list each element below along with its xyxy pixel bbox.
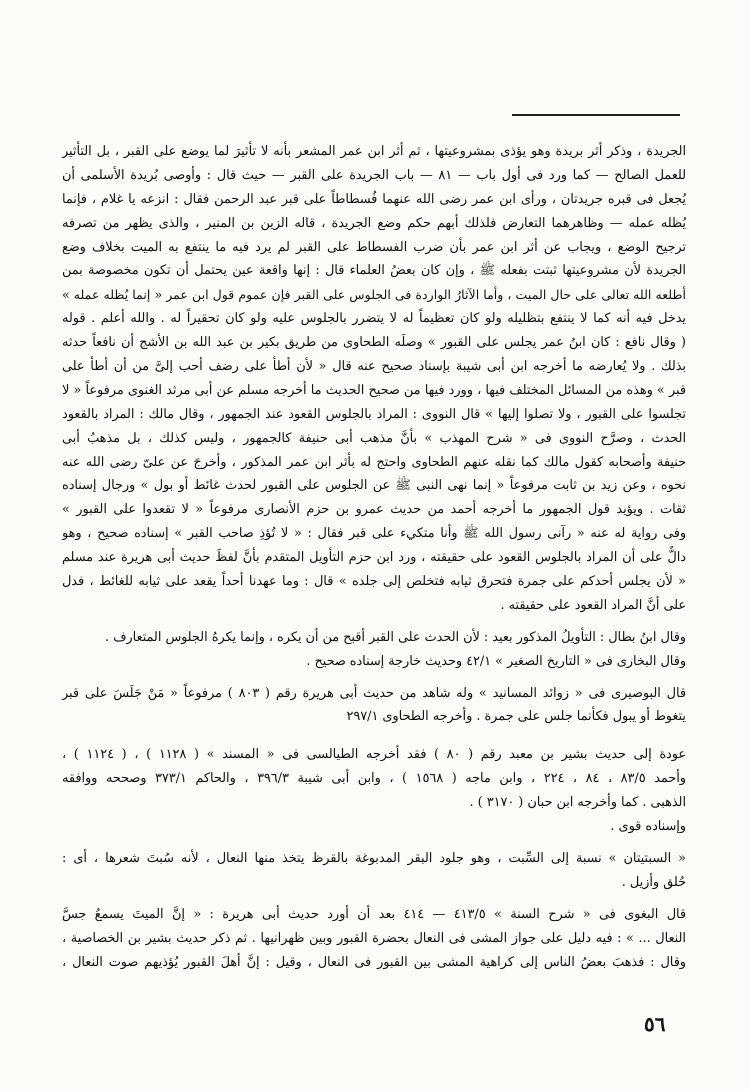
body-text <box>62 140 686 974</box>
text-line: « لأن يجلس أحدكم على جمرة فتحرق ثيابه فتخلص إلى جلده » قال : وما عهدنا أحداً يقعد على ثيابه للغائط ، فدل <box>62 574 686 590</box>
text-line: يتغوط أو يبول فكأنما جلس على جمرة . وأخرجه الطحاوى ٢٩٧/١ <box>346 709 686 725</box>
paragraph-6 <box>62 903 686 975</box>
text-line: يدخل فيه أنه كما لا ينتفع بتظليله ولو كان تعظيماً له لا يتضرر بالجلوس عليه ولو كان تحقيراً له . والله أعلم . قوله <box>62 311 686 327</box>
text-line: حنيفة وأصحابه كقول مالك كما نقله عنهم الطحاوى واحتج له بأثر ابن عمر المذكور ، وأخرجَ عن علىّ رضى الله عنه <box>62 454 686 470</box>
text-line: تجلسوا على القبور ، ولا تصلوا إليها » قال النووى : المراد بالجلوس القعود عند الجمهور ، وقال مالك : المراد بالقعود <box>62 406 686 422</box>
text-line: على أنَّ المراد القعود على حقيقته . <box>500 597 686 613</box>
text-line: وقال : فذهبَ بعضُ الناس إلى كراهية المشى بين القبور فى النعال ، وقيل : إنَّ أهلَ القبور يُؤذيهم صوت النعال ، <box>62 954 686 970</box>
text-line: ثقات . ويؤيد قول الجمهور ما أخرجه أحمد من حديث عمرو بن حزم الأنصارى مرفوعاً « لا تقعدوا على القبور » <box>62 502 686 518</box>
text-line: بذلك . ولا يُعارضه ما أخرجه ابن أبى شيبة بإسناد صحيح عنه قال « لأن أطأ على رضف أحب إلىَّ من أن أطأ على <box>62 359 686 375</box>
text-line: وأحمد ٨٣/٥ ، ٨٤ ، ٢٢٤ ، وابن ماجه ( ١٥٦٨ ) ، وابن أبى شيبة ٣٩٦/٣ ، والحاكم ٣٧٣/١ وصححه ووافقه <box>62 771 686 787</box>
text-line: دالٌّ على أن المراد بالجلوس القعود على حقيقته ، ورد ابن حزم التأويل المتقدم بأنَّ لفظَ حديث أبى هريرة عند مسلم <box>62 550 686 566</box>
text-line: حُلق وأزيل . <box>621 874 686 890</box>
text-line: للعمل الصالح — كما ورد فى أول باب — ٨١ — باب الجريدة على القبر — حيث قال : وأوصى بُريدة الأسلمى أن <box>62 167 686 183</box>
paragraph-4 <box>62 743 686 839</box>
paragraph-5 <box>62 847 686 895</box>
text-line: « السبتيتان » نسبة إلى السِّبت ، وهو جلود البقر المدبوغة بالقرظ يتخذ منها النعال ، لأنه سُبتَ شعرها ، أى : <box>62 850 686 866</box>
text-line: وإسناده قوى . <box>610 819 686 835</box>
paragraph-3 <box>62 682 686 730</box>
text-line: النعال ... » : فيه دليل على جواز المشى فى النعال بحضرة القبور وبين ظهرانيها . ثم ذكر حديث بشير بن الخصاصية ، <box>62 930 686 946</box>
paragraph-1 <box>62 140 686 618</box>
text-line: نحوه ، وعن زيد بن ثابت مرفوعاً « إنما نهى النبى ﷺ عن الجلوس على القبور لحدث غائط أو بول » ورجال إسناده <box>62 478 686 494</box>
text-line: الجريدة لأن مشروعيتها ثبتت بفعله ﷺ ، وإن كان بعضُ العلماء قال : إنها واقعة عين يحتمل أن تكون مخصوصة بمن <box>62 263 686 279</box>
text-line: قبر » وهذه من المسائل المختلف فيها ، وورد فيها من صحيح الحديث ما أخرجه مسلم عن أبى مرثد الغنوى مرفوعاً « لا <box>62 382 686 398</box>
text-line: الحدث ، وصرَّح النووى فى « شرح المهذب » بأنَّ مذهب أبى حنيفة كالجمهور ، وليس كذلك ، بل مذهبُ أبى <box>62 430 686 446</box>
text-line: يُظله عمله — وظاهرهما التعارض فلذلك أبهم حكم وضع الجريدة ، قاله الزين بن المنير ، والذى يظهر من تصرفه <box>62 215 686 231</box>
page-number: ٥٦ <box>644 1012 666 1036</box>
text-line: قال البغوى فى « شرح السنة » ٤١٣/٥ — ٤١٤ بعد أن أورد حديث أبى هريرة : « إنَّ الميتَ يسمعُ جسَّ <box>62 906 686 922</box>
text-line: ( وقال نافع : كان ابنُ عمر يجلس على القبور » وصلَه الطحاوى من طريق بكير بن عبد الله بن الأشج أن نافعاً حدثه <box>62 335 686 351</box>
text-line: قال البوصيرى فى « زوائد المسانيد » وله شاهد من حديث أبى هريرة رقم ( ٨٠٣ ) مرفوعاً « مَنْ جَلَسَ على قبر <box>62 685 686 701</box>
paragraph-2 <box>62 626 686 674</box>
text-line: ترجيح الوضع ، ويجاب عن أثر ابن عمر بأن ضرب الفسطاط على القبر لم يرد فيه ما ينتفع به الميت بخلاف وضع <box>62 239 686 255</box>
text-line: وقال ابنُ بطال : التأويلُ المذكور بعيد : لأن الحدث على القبر أقبح من أن يكره ، وإنما يكرهُ الجلوس المتعارف . <box>105 629 686 645</box>
text-line: وفى رواية له عنه « رآنى رسول الله ﷺ وأنا متكيء على قبر فقال : « لا تُؤذِ صاحب القبر » إسناده صحيح ، وهو <box>62 526 686 542</box>
text-line: عودة إلى حديث بشير بن معبد رقم ( ٨٠ ) فقد أخرجه الطيالسى فى « المسند » ( ١١٢٨ ) ، ( ١١٢٤ ) ، <box>62 747 686 763</box>
text-line: الجريدة ، وذكر أثر بريدة وهو يؤذى بمشروعيتها ، ثم أثر ابن عمر المشعر بأنه لا تأثيرَ لما يوضع على القبر ، بل التأثير <box>62 144 686 159</box>
text-line: وقال البخارى فى « التاريخ الصغير » ٤٢/١ وحديث خارجة إسناده صحيح . <box>306 653 686 669</box>
text-line: الذهبى . كما وأخرجه ابن حبان ( ٣١٧٠ ) . <box>469 795 686 811</box>
text-line: يُجعل فى قبره جريدتان ، ورأى ابن عمر رضى الله عنهما فُسطاطاً على قبر عبد الرحمن فقال : انزعه يا غلام ، فإنما <box>62 191 686 207</box>
top-rule <box>512 114 680 116</box>
text-line: أطلعه الله تعالى على حال الميت ، وأما الآثارُ الواردة فى الجلوس على القبر فإن عموم قول ابن عمر « إنما يُظله عمله » <box>62 287 686 303</box>
